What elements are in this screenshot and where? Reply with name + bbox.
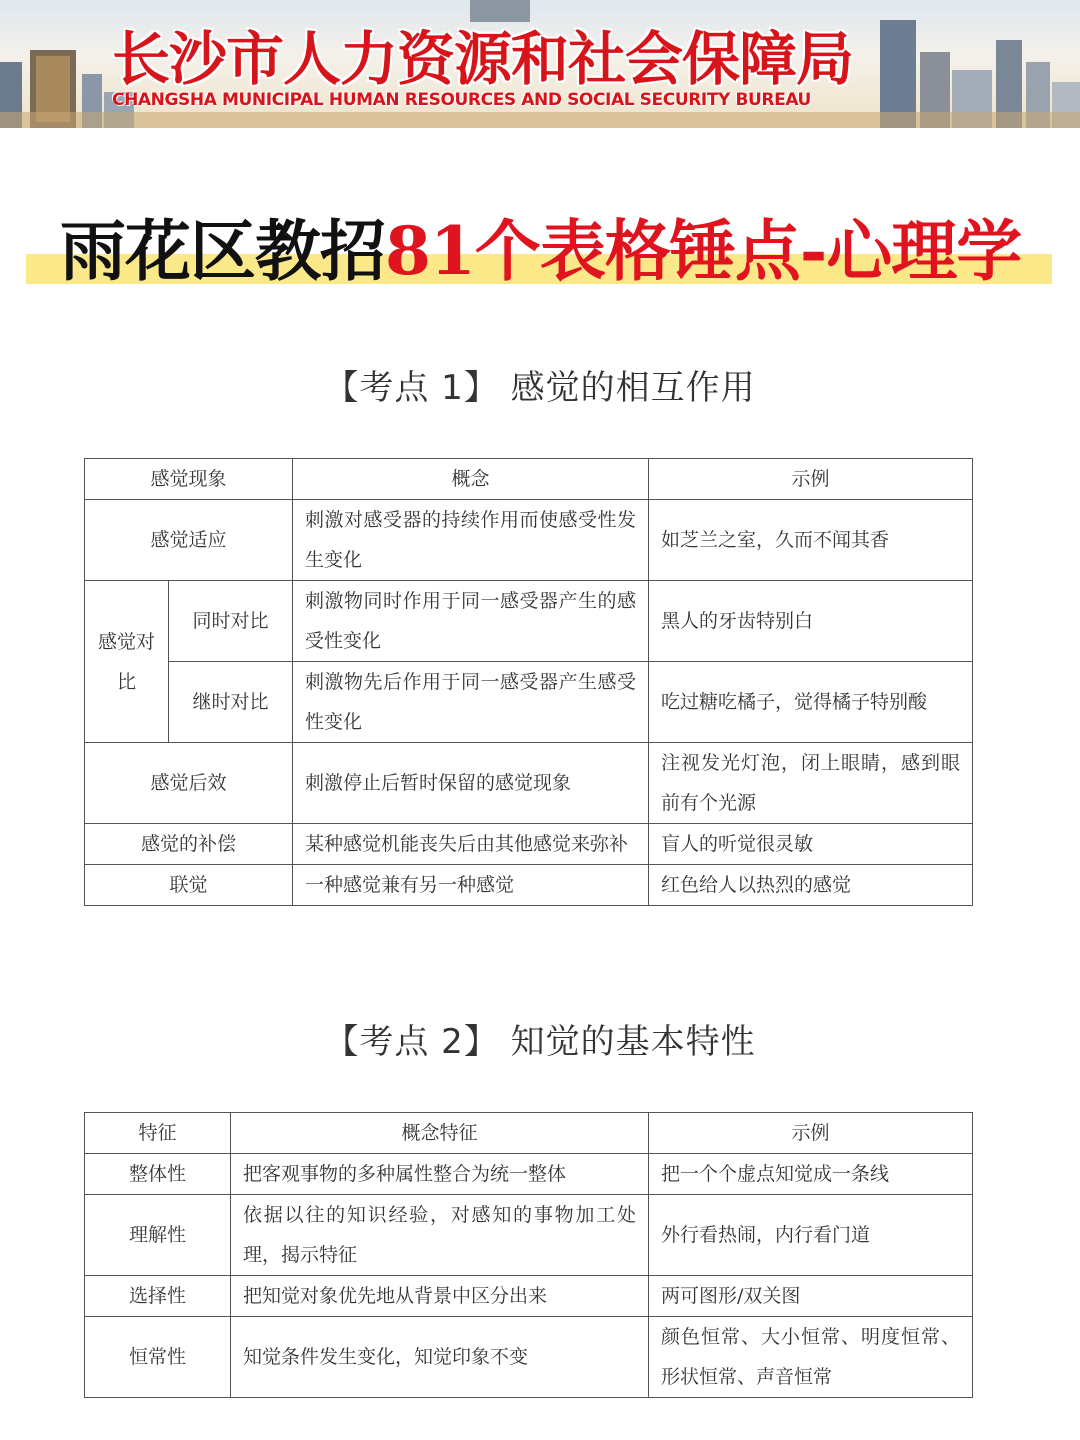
headline-block bbox=[0, 190, 1080, 290]
phenomenon-cell: 感觉适应 bbox=[85, 500, 293, 581]
concept-cell: 刺激对感受器的持续作用而使感受性发生变化 bbox=[293, 500, 649, 581]
table-row bbox=[85, 1276, 973, 1317]
table-header-row bbox=[85, 459, 973, 500]
header-cell: 感觉现象 bbox=[85, 459, 293, 500]
concept-cell: 依据以往的知识经验，对感知的事物加工处理，揭示特征 bbox=[231, 1195, 649, 1276]
example-cell: 把一个个虚点知觉成一条线 bbox=[649, 1154, 973, 1195]
bureau-title-en: CHANGSHA MUNICIPAL HUMAN RESOURCES AND SOCIAL SECURITY BUREAU bbox=[112, 90, 811, 110]
concept-cell: 刺激物同时作用于同一感受器产生的感受性变化 bbox=[293, 581, 649, 662]
feature-cell: 选择性 bbox=[85, 1276, 231, 1317]
example-cell: 外行看热闹，内行看门道 bbox=[649, 1195, 973, 1276]
phenomenon-cell: 同时对比 bbox=[169, 581, 293, 662]
feature-cell: 理解性 bbox=[85, 1195, 231, 1276]
table-row bbox=[85, 1154, 973, 1195]
table-row bbox=[85, 500, 973, 581]
example-cell: 吃过糖吃橘子，觉得橘子特别酸 bbox=[649, 662, 973, 743]
header-cell: 示例 bbox=[649, 459, 973, 500]
section2-title: 【考点 2】 知觉的基本特性 bbox=[324, 1022, 756, 1062]
table-row bbox=[85, 581, 973, 662]
example-cell: 注视发光灯泡，闭上眼睛，感到眼前有个光源 bbox=[649, 743, 973, 824]
table-row bbox=[85, 865, 973, 906]
phenomenon-cell: 继时对比 bbox=[169, 662, 293, 743]
table-row bbox=[85, 1195, 973, 1276]
section2-table bbox=[84, 1112, 973, 1398]
phenomenon-cell: 联觉 bbox=[85, 865, 293, 906]
section1-table bbox=[84, 458, 973, 906]
phenomenon-cell: 感觉后效 bbox=[85, 743, 293, 824]
concept-cell: 一种感觉兼有另一种感觉 bbox=[293, 865, 649, 906]
group-cell: 感觉对比 bbox=[85, 581, 169, 743]
example-cell: 盲人的听觉很灵敏 bbox=[649, 824, 973, 865]
page-title-red: 81个表格锤点-心理学 bbox=[385, 212, 1022, 290]
header-cell: 概念 bbox=[293, 459, 649, 500]
feature-cell: 恒常性 bbox=[85, 1317, 231, 1398]
concept-cell: 把客观事物的多种属性整合为统一整体 bbox=[231, 1154, 649, 1195]
table-row bbox=[85, 1317, 973, 1398]
concept-cell: 把知觉对象优先地从背景中区分出来 bbox=[231, 1276, 649, 1317]
example-cell: 红色给人以热烈的感觉 bbox=[649, 865, 973, 906]
example-cell: 颜色恒常、大小恒常、明度恒常、形状恒常、声音恒常 bbox=[649, 1317, 973, 1398]
page-title bbox=[60, 198, 1040, 293]
feature-cell: 整体性 bbox=[85, 1154, 231, 1195]
example-cell: 黑人的牙齿特别白 bbox=[649, 581, 973, 662]
section1-title: 【考点 1】 感觉的相互作用 bbox=[324, 368, 756, 408]
header-banner bbox=[0, 0, 1080, 128]
table-row bbox=[85, 743, 973, 824]
example-cell: 两可图形/双关图 bbox=[649, 1276, 973, 1317]
phenomenon-cell: 感觉的补偿 bbox=[85, 824, 293, 865]
table-row bbox=[85, 824, 973, 865]
header-cell: 示例 bbox=[649, 1113, 973, 1154]
concept-cell: 知觉条件发生变化，知觉印象不变 bbox=[231, 1317, 649, 1398]
concept-cell: 某种感觉机能丧失后由其他感觉来弥补 bbox=[293, 824, 649, 865]
page-title-black: 雨花区教招 bbox=[60, 212, 385, 290]
bureau-title-cn: 长沙市人力资源和社会保障局 bbox=[112, 25, 854, 93]
header-cell: 特征 bbox=[85, 1113, 231, 1154]
concept-cell: 刺激停止后暂时保留的感觉现象 bbox=[293, 743, 649, 824]
example-cell: 如芝兰之室，久而不闻其香 bbox=[649, 500, 973, 581]
table-header-row bbox=[85, 1113, 973, 1154]
concept-cell: 刺激物先后作用于同一感受器产生感受性变化 bbox=[293, 662, 649, 743]
table-row bbox=[85, 662, 973, 743]
header-cell: 概念特征 bbox=[231, 1113, 649, 1154]
